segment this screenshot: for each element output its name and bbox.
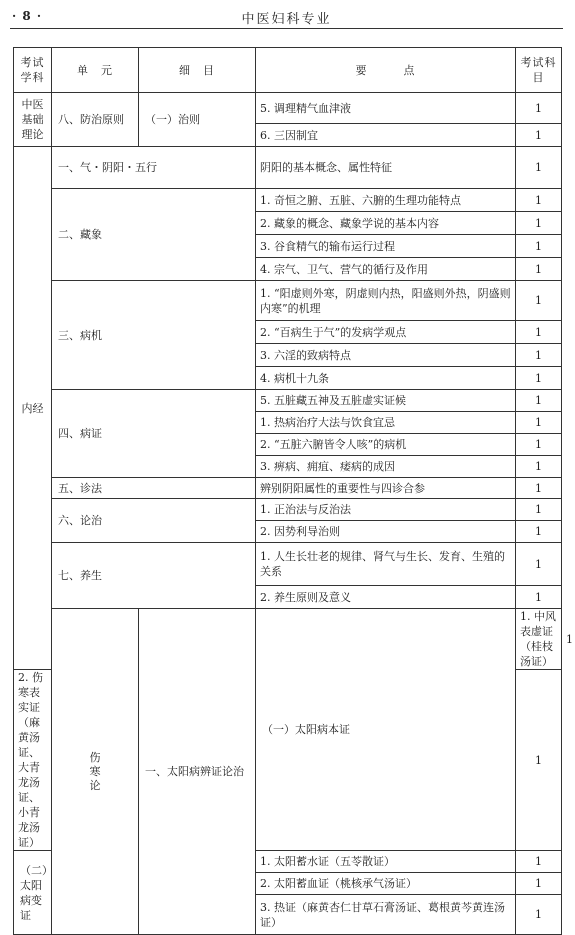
exam-cell: 1 bbox=[516, 235, 562, 258]
header-exam: 考试科目 bbox=[516, 48, 562, 93]
unit-cell: 五、诊法 bbox=[52, 478, 256, 499]
exam-cell: 1 bbox=[516, 521, 562, 543]
exam-cell: 1 bbox=[516, 543, 562, 586]
point-cell: 1. 正治法与反治法 bbox=[256, 499, 516, 521]
detail-cell: （一）治则 bbox=[139, 93, 256, 147]
point-cell: 2. 藏象的概念、藏象学说的基本内容 bbox=[256, 212, 516, 235]
point-cell: 辨别阴阳属性的重要性与四诊合参 bbox=[256, 478, 516, 499]
point-cell: 3. 谷食精气的输布运行过程 bbox=[256, 235, 516, 258]
exam-cell: 1 bbox=[516, 851, 562, 873]
exam-cell: 1 bbox=[516, 390, 562, 412]
table-header-row bbox=[14, 48, 562, 93]
subject-cell: 中医基础理论 bbox=[14, 93, 52, 147]
point-cell: 2. 养生原则及意义 bbox=[256, 586, 516, 609]
detail-cell: （一）太阳病本证 bbox=[256, 609, 516, 851]
unit-cell: 二、藏象 bbox=[52, 189, 256, 281]
exam-cell: 1 bbox=[516, 456, 562, 478]
exam-cell: 1 bbox=[516, 499, 562, 521]
unit-cell: 八、防治原则 bbox=[52, 93, 139, 147]
exam-cell: 1 bbox=[516, 478, 562, 499]
unit-cell: 三、病机 bbox=[52, 281, 256, 390]
exam-cell: 1 bbox=[516, 189, 562, 212]
subject-cell bbox=[52, 609, 139, 935]
exam-cell: 1 bbox=[516, 344, 562, 367]
point-cell: 5. 五脏藏五神及五脏虚实证候 bbox=[256, 390, 516, 412]
point-cell: 1. 中风表虚证（桂枝汤证） bbox=[516, 609, 562, 670]
point-cell: 2. “五脏六腑皆令人咳”的病机 bbox=[256, 434, 516, 456]
point-cell: 1. 太阳蓄水证（五苓散证） bbox=[256, 851, 516, 873]
point-cell: 4. 病机十九条 bbox=[256, 367, 516, 390]
exam-cell: 1 bbox=[516, 258, 562, 281]
unit-cell: 六、论治 bbox=[52, 499, 256, 543]
exam-cell: 1 bbox=[516, 367, 562, 390]
subject-cell: 内经 bbox=[14, 147, 52, 670]
exam-cell: 1 bbox=[516, 321, 562, 344]
point-cell: 2. 因势利导治则 bbox=[256, 521, 516, 543]
point-cell: 1. “阳虚则外寒，阴虚则内热，阳盛则外热，阴盛则内寒”的机理 bbox=[256, 281, 516, 321]
exam-cell: 1 bbox=[516, 93, 562, 124]
book-title: 中医妇科专业 bbox=[241, 12, 332, 27]
exam-cell: 1 bbox=[516, 670, 562, 851]
point-cell: 3. 痹病、痈疽、痿病的成因 bbox=[256, 456, 516, 478]
exam-cell: 1 bbox=[516, 586, 562, 609]
point-cell: 5. 调理精气血津液 bbox=[256, 93, 516, 124]
point-cell: 2. 伤寒表实证（麻黄汤证、大青龙汤证、小青龙汤证） bbox=[14, 670, 52, 851]
exam-cell: 1 bbox=[516, 434, 562, 456]
header-unit: 单 元 bbox=[52, 48, 139, 93]
page-number: · 8 · bbox=[12, 9, 43, 23]
unit-cell: 一、太阳病辨证论治 bbox=[139, 609, 256, 935]
point-cell: 6. 三因制宜 bbox=[256, 124, 516, 147]
header-detail: 细 目 bbox=[139, 48, 256, 93]
header-subject: 考试学科 bbox=[14, 48, 52, 93]
syllabus-table: 考试学科 单 元 细 目 要 点 考试科目 中医基础理论 八、防治原则 （一）治则 5. 调理精气血津液 1 6. 三因制宜 1 内经 一、气・阴阳・五行 阴阳的基本概念、属性特征 1 二、藏象 1. 奇恒之腑、五脏、六腑的生理功能特点 1 2. 藏象的概念、藏象学说的基本内容 1 3. 谷食精气的输布运行过程 1 4. 宗气、卫气、营气的循行及作用 1 三、病机 1. “阳虚则外寒，阴虚则内热，阳盛则外热，阴盛则内寒”的机理 1 2. “百病生于气”的发病学观点 1 3. 六淫的致病特点 1 4. 病机十九条 1 四、病证 5. 五脏藏五神及五脏虚实证候 1 1. 热病治疗大法与饮食宜忌 1 2. “五脏六腑皆令人咳”的病机 1 3. 痹病、痈疽、痿病的成因 1 五、诊法 辨别阴阳属性的重要性与四诊合参 1 六、论治 1. 正治法与反治法 1 2. 因势利导治则 1 七、养生 1. 人生长壮老的规律、肾气与生长、发育、生殖的关系 1 2. 养生原则及意义 1 伤寒论 一、太阳病辨证论治 （一）太阳病本证 1. 中风表虚证（桂枝汤证） 1 2. 伤寒表实证（麻黄汤证、大青龙汤证、小青龙汤证） 1 （二）太阳病变证 1. 太阳蓄水证（五苓散证） 1 2. 太阳蓄血证（桃核承气汤证） 1 3. 热证（麻黄杏仁甘草石膏汤证、葛根黄芩黄连汤证） 1 bbox=[13, 47, 562, 935]
point-cell: 2. 太阳蓄血证（桃核承气汤证） bbox=[256, 873, 516, 895]
exam-cell: 1 bbox=[516, 124, 562, 147]
point-cell: 3. 六淫的致病特点 bbox=[256, 344, 516, 367]
point-cell: 1. 热病治疗大法与饮食宜忌 bbox=[256, 412, 516, 434]
unit-cell: 一、气・阴阳・五行 bbox=[52, 147, 256, 189]
point-cell: 1. 人生长壮老的规律、肾气与生长、发育、生殖的关系 bbox=[256, 543, 516, 586]
point-cell: 2. “百病生于气”的发病学观点 bbox=[256, 321, 516, 344]
page-header bbox=[10, 6, 563, 29]
exam-cell: 1 bbox=[516, 873, 562, 895]
point-cell: 4. 宗气、卫气、营气的循行及作用 bbox=[256, 258, 516, 281]
unit-cell: 四、病证 bbox=[52, 390, 256, 478]
exam-cell: 1 bbox=[516, 212, 562, 235]
exam-cell: 1 bbox=[516, 895, 562, 935]
header-points: 要 点 bbox=[256, 48, 516, 93]
point-cell: 1. 奇恒之腑、五脏、六腑的生理功能特点 bbox=[256, 189, 516, 212]
exam-cell: 1 bbox=[516, 147, 562, 189]
point-cell: 阴阳的基本概念、属性特征 bbox=[256, 147, 516, 189]
exam-cell: 1 bbox=[516, 412, 562, 434]
subject-label: 伤寒论 bbox=[89, 750, 101, 792]
detail-cell: （二）太阳病变证 bbox=[14, 851, 52, 935]
point-cell: 3. 热证（麻黄杏仁甘草石膏汤证、葛根黄芩黄连汤证） bbox=[256, 895, 516, 935]
unit-cell: 七、养生 bbox=[52, 543, 256, 609]
exam-cell: 1 bbox=[516, 281, 562, 321]
